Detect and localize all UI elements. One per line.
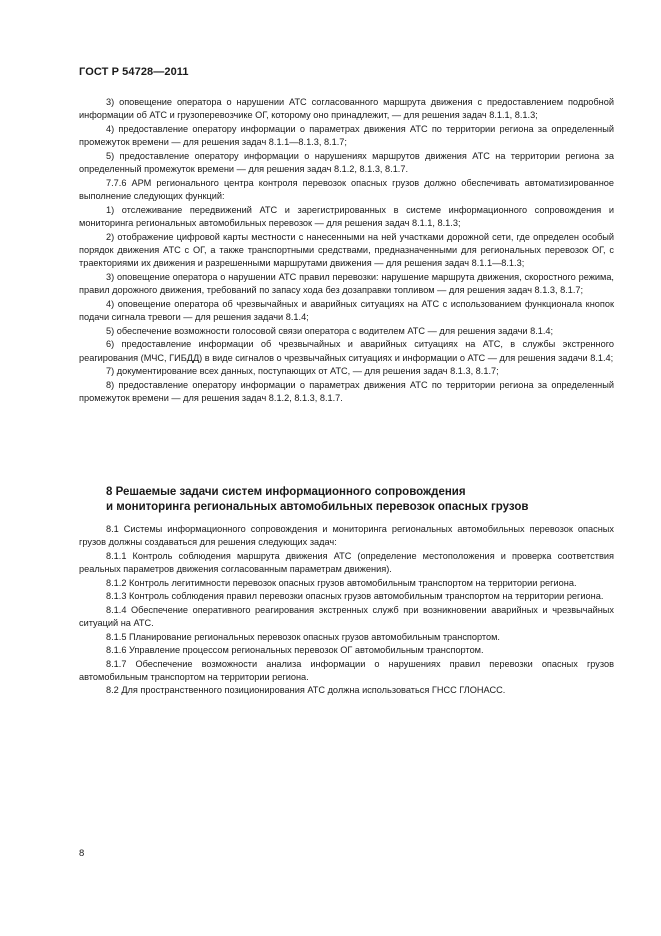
paragraph: 8) предоставление оператору информации о параметрах движения АТС по территории региона за определенный промежуток времени — для решения задач 8.1.2, 8.1.3, 8.1.7. bbox=[79, 379, 614, 403]
section-title-line: 8 Решаемые задачи систем информационного сопровождения bbox=[106, 486, 466, 498]
paragraph: 4) оповещение оператора об чрезвычайных и аварийных ситуациях на АТС с использованием функционала кнопок подачи сигнала тревоги — для решения задачи 8.1.4; bbox=[79, 298, 614, 323]
paragraph: 5) предоставление оператору информации о нарушениях маршрутов движения АТС на территории региона за определенный промежуток времени — для решения задач 8.1.2, 8.1.3, 8.1.7. bbox=[79, 150, 614, 175]
body-text-top bbox=[79, 96, 614, 405]
paragraph: 8.1.2 Контроль легитимности перевозок опасных грузов автомобильным транспортом на территории региона. bbox=[106, 577, 577, 588]
paragraph: 8.1.3 Контроль соблюдения правил перевозки опасных грузов автомобильным транспортом на территории региона. bbox=[106, 591, 604, 602]
paragraph: 6) предоставление информации об чрезвычайных и аварийных ситуациях на АТС, в службы экстренного реагирования (МЧС, ГИБДД) в виде сигналов о чрезвычайных ситуациях и информации о АТС — для решения задачи 8.1.4; bbox=[79, 339, 614, 363]
paragraph: 8.1 Системы информационного сопровождения и мониторинга региональных автомобильных перевозок опасных грузов должны создаваться для решения следующих задач: bbox=[79, 524, 614, 548]
paragraph: 8.1.7 Обеспечение возможности анализа информации о нарушениях правил перевозки опасных грузов автомобильным транспортом на территории региона. bbox=[79, 658, 614, 682]
page-number: 8 bbox=[79, 848, 85, 859]
paragraph: 7) документирование всех данных, поступающих от АТС, — для решения задач 8.1.3, 8.1.7; bbox=[106, 366, 499, 377]
paragraph: 4) предоставление оператору информации о параметрах движения АТС по территории региона за определенный промежуток времени — для решения задач 8.1.1—8.1.3, 8.1.7; bbox=[79, 123, 614, 148]
paragraph: 7.7.6 АРМ регионального центра контроля перевозок опасных грузов должно обеспечивать автоматизированное выполнение следующих функций: bbox=[79, 177, 614, 202]
paragraph: 8.2 Для пространственного позиционирования АТС должна использоваться ГНСС ГЛОНАСС. bbox=[106, 685, 506, 696]
paragraph: 3) оповещение оператора о нарушении АТС согласованного маршрута движения с предоставлением подробной информации об АТС и грузоперевозчике ОГ, которому оно принадлежит, — для решения задач 8.1.1, 8.1.3; bbox=[79, 97, 614, 121]
paragraph: 8.1.4 Обеспечение оперативного реагирования экстренных служб при возникновении аварийных и чрезвычайных ситуаций на АТС. bbox=[79, 604, 614, 629]
section-title bbox=[106, 485, 616, 515]
document-header: ГОСТ Р 54728—2011 bbox=[79, 66, 189, 78]
paragraph: 8.1.1 Контроль соблюдения маршрута движения АТС (определение местоположения и проверка соответствия реальных параметров движения согласованным параметрам движения). bbox=[79, 550, 614, 575]
paragraph: 2) отображение цифровой карты местности с нанесенными на ней участками дорожной сети, где определен особый порядок движения АТС с ОГ, а также транспортными средствами, предназначенными для региональных перевозок ОГ, с траекториями их движения и разрешенными маршрутами движения — для решения задач 8.1.1—8.1.3; bbox=[79, 231, 614, 269]
paragraph: 3) оповещение оператора о нарушении АТС правил перевозки: нарушение маршрута движения, скоростного режима, правил дорожного движения, требований по запасу хода без дозаправки топливом — для решения задач 8.1.3, 8.1.7; bbox=[79, 271, 614, 296]
paragraph: 8.1.6 Управление процессом региональных перевозок ОГ автомобильным транспортом. bbox=[106, 645, 484, 656]
paragraph: 5) обеспечение возможности голосовой связи оператора с водителем АТС — для решения задачи 8.1.4; bbox=[106, 325, 554, 336]
paragraph: 1) отслеживание передвижений АТС и зарегистрированных в системе информационного сопровождения и мониторинга региональных автомобильных перевозок — для решения задач 8.1.1, 8.1.3; bbox=[79, 204, 614, 229]
section-title-line: и мониторинга региональных автомобильных перевозок опасных грузов bbox=[106, 501, 529, 513]
paragraph: 8.1.5 Планирование региональных перевозок опасных грузов автомобильным транспортом. bbox=[106, 631, 500, 642]
section-body bbox=[79, 523, 614, 698]
